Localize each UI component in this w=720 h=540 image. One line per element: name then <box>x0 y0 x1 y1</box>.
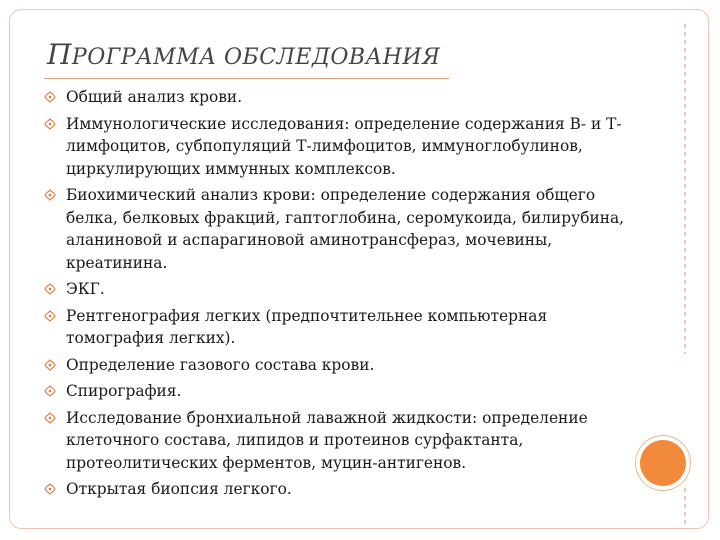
fleuron-bullet-icon <box>44 483 56 495</box>
fleuron-bullet-icon <box>44 359 56 371</box>
list-item <box>44 407 634 475</box>
list-item-text: Общий анализ крови. <box>66 88 243 106</box>
list-item-text: Иммунологические исследования: определение содержания В- и Т-лимфоцитов, субпопуляций Т-лимфоцитов, иммуноглобулинов, циркулирующих иммунных комплексов. <box>66 114 622 178</box>
list-item <box>44 278 634 301</box>
list-item-text: Определение газового состава крови. <box>66 355 375 374</box>
list-item-text: Биохимический анализ крови: определение содержания общего белка, белковых фракций, гаптоглобина, серомукоида, билирубина, аланиновой и аспарагиновой аминотрансфераз, мочевины, креатинина. <box>66 186 625 272</box>
list-item-text: Исследование бронхиальной лаважной жидкости: определение клеточного состава, липидов и протеинов сурфактанта, протеолитических ферментов, муцин-антигенов. <box>66 408 588 472</box>
list-item <box>44 113 634 181</box>
fleuron-bullet-icon <box>44 118 56 130</box>
slide-title <box>47 38 440 71</box>
decorative-orange-circle <box>640 440 686 486</box>
decorative-dashed-line-bottom <box>684 488 686 528</box>
list-item <box>44 86 634 109</box>
examination-list <box>44 86 634 505</box>
list-item-text: Открытая биопсия легкого. <box>66 480 292 498</box>
list-item <box>44 184 634 274</box>
decorative-dashed-line <box>684 24 686 354</box>
title-rest: РОГРАММА ОБСЛЕДОВАНИЯ <box>71 45 441 70</box>
list-item-text: ЭКГ. <box>66 280 105 298</box>
title-first-letter: П <box>47 38 72 71</box>
list-item-text: Спирография. <box>66 382 182 400</box>
title-underline <box>44 78 449 79</box>
fleuron-bullet-icon <box>44 310 56 322</box>
fleuron-bullet-icon <box>44 283 56 295</box>
list-item <box>44 478 634 501</box>
fleuron-bullet-icon <box>44 91 56 103</box>
list-item-text: Рентгенография легких (предпочтительнее компьютерная томография легких). <box>66 306 548 347</box>
list-item <box>44 354 634 377</box>
fleuron-bullet-icon <box>44 189 56 201</box>
fleuron-bullet-icon <box>44 385 56 397</box>
fleuron-bullet-icon <box>44 412 56 424</box>
list-item <box>44 305 634 350</box>
list-item <box>44 380 634 403</box>
